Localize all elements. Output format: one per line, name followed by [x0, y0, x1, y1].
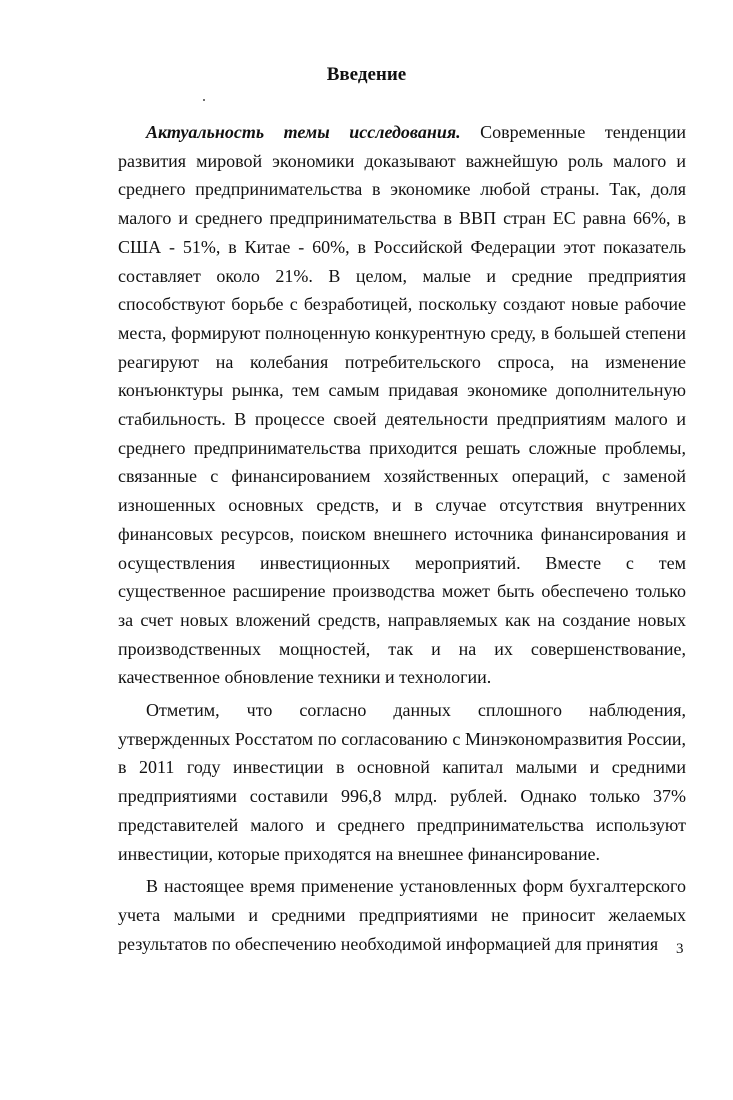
- paragraph-investments: [118, 696, 686, 868]
- paragraph-text: Современные тенденции развития мировой экономики доказывают важнейшую роль малого и среднего предпринимательства в экономике любой страны. Так, доля малого и среднего предпринимательства в ВВП стран ЕС равна 66%, в США - 51%, в Китае - 60%, в Российской Федерации этот показатель составляет около 21%. В целом, малые и средние предприятия способствуют борьбе с безработицей, поскольку создают новые рабочие места, формируют полноценную конкурентную среду, в большей степени реагируют на колебания потребительского спроса, на изменение конъюнктуры рынка, тем самым придавая экономике дополнительную стабильность. В процессе своей деятельности предприятиям малого и среднего предпринимательства приходится решать сложные проблемы, связанные с финансированием хозяйственных операций, с заменой изношенных основных средств, и в случае отсутствия внутренних финансовых ресурсов, поиском внешнего источника финансирования и осуществления инвестиционных мероприятий. Вместе с тем существенное расширение производства может быть обеспечено только за счет новых вложений средств, направляемых как на создание новых производственных мощностей, так и на их совершенствование, качественное обновление техники и технологии.: [118, 122, 687, 688]
- body-text: [118, 118, 686, 958]
- paragraph-text: В настоящее время применение установленных форм бухгалтерского учета малыми и средними предприятиями не приносит желаемых результатов по обеспечению необходимой информацией для принятия: [118, 876, 686, 954]
- page-number: 3: [676, 941, 684, 957]
- paragraph-text: Отметим, что согласно данных сплошного наблюдения, утвержденных Росстатом по согласованию с Минэкономразвития России, в 2011 году инвестиции в основной капитал малыми и средними предприятиями составили 996,8 млрд. рублей. Однако только 37% представителей малого и среднего предпринимательства используют инвестиции, которые приходятся на внешнее финансирование.: [118, 700, 686, 864]
- page-title: Введение: [326, 64, 407, 85]
- stray-mark: [203, 99, 205, 101]
- paragraph-accounting: [118, 872, 686, 958]
- paragraph-relevance: [118, 118, 686, 692]
- paragraph-lead: Актуальность темы исследования.: [146, 122, 461, 142]
